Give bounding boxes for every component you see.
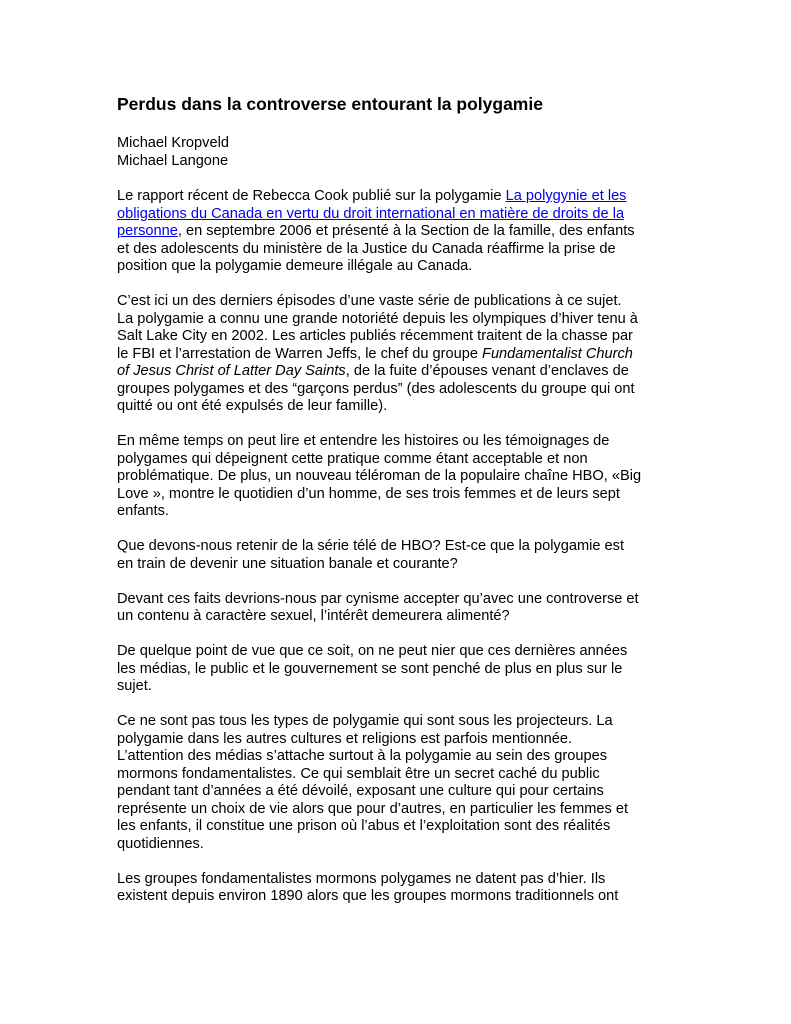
text-line: polygames qui dépeignent cette pratique comme étant acceptable et non: [117, 450, 588, 467]
text-line: Devant ces faits devrions-nous par cynisme accepter qu’avec une controverse et: [117, 590, 639, 607]
paragraph-7: [117, 713, 677, 853]
paragraph-4: [117, 538, 677, 573]
author-name: Michael Kropveld: [117, 135, 229, 151]
text-line: position que la polygamie demeure illégale au Canada.: [117, 258, 473, 274]
text-line: mormons fondamentalistes. Ce qui semblait être un secret caché du public: [117, 765, 600, 782]
report-link[interactable]: personne: [117, 223, 178, 239]
text-line: un contenu à caractère sexuel, l’intérêt demeurera alimenté?: [117, 608, 510, 624]
paragraph-2: [117, 293, 677, 416]
text-line: Ce ne sont pas tous les types de polygamie qui sont sous les projecteurs. La: [117, 713, 613, 729]
text-line: [117, 223, 677, 241]
paragraph-6: [117, 643, 677, 696]
author-name: Michael Langone: [117, 152, 229, 169]
text-line: groupes polygames et des “garçons perdus” (des adolescents du groupe qui ont: [117, 380, 635, 397]
italic-group-name: of Jesus Christ of Latter Day Saints: [117, 363, 346, 379]
text-line: En même temps on peut lire et entendre les histoires ou les témoignages de: [117, 433, 610, 449]
text-line: Que devons-nous retenir de la série télé de HBO? Est-ce que la polygamie est: [117, 538, 625, 554]
text-line: polygamie dans les autres cultures et religions est parfois mentionnée.: [117, 730, 573, 747]
text-line: L’attention des médias s’attache surtout à la polygamie au sein des groupes: [117, 748, 608, 764]
text-line: Salt Lake City en 2002. Les articles publiés récemment traitent de la chasse par: [117, 328, 633, 344]
document-title: Perdus dans la controverse entourant la polygamie: [117, 94, 543, 114]
text-line: quotidiennes.: [117, 835, 204, 852]
text-segment: , de la fuite d’épouses venant d’enclaves de: [345, 363, 629, 379]
text-line: quitté ou ont été expulsés de leur famille).: [117, 398, 388, 414]
text-line: en train de devenir une situation banale et courante?: [117, 555, 458, 572]
author-list: [117, 135, 677, 170]
paragraph-5: [117, 591, 677, 626]
text-line: Love », montre le quotidien d’un homme, de ses trois femmes et de leurs sept: [117, 485, 620, 502]
text-line: les enfants, il constitue une prison où l’abus et l’exploitation sont des réalités: [117, 818, 611, 834]
document-page: [117, 93, 677, 923]
text-line: La polygamie a connu une grande notoriété depuis les olympiques d’hiver tenu à: [117, 310, 638, 327]
text-line: sujet.: [117, 678, 152, 694]
text-line: et des adolescents du ministère de la Justice du Canada réaffirme la prise de: [117, 240, 616, 257]
text-line: [117, 346, 677, 364]
text-line: pendant tant d’années a été dévoilé, exposant une culture qui pour certains: [117, 783, 604, 799]
text-line: C’est ici un des derniers épisodes d’une vaste série de publications à ce sujet.: [117, 293, 622, 309]
italic-group-name: Fundamentalist Church: [482, 345, 633, 362]
paragraph-3: [117, 433, 677, 521]
text-line: existent depuis environ 1890 alors que les groupes mormons traditionnels ont: [117, 888, 619, 904]
text-line: représente un choix de vie alors que pour d’autres, en particulier les femmes et: [117, 800, 629, 817]
text-line: De quelque point de vue que ce soit, on ne peut nier que ces dernières années: [117, 643, 628, 659]
text-line: problématique. De plus, un nouveau téléroman de la populaire chaîne HBO, «Big: [117, 468, 642, 484]
text-line: [117, 188, 677, 206]
text-segment: le FBI et l’arrestation de Warren Jeffs, le chef du groupe: [117, 345, 483, 362]
report-link[interactable]: obligations du Canada en vertu du droit international en matière de droits de la: [117, 205, 625, 222]
text-line: enfants.: [117, 503, 169, 519]
text-segment: , en septembre 2006 et présenté à la Section de la famille, des enfants: [177, 223, 635, 239]
text-line: [117, 206, 677, 224]
text-line: les médias, le public et le gouvernement se sont penché de plus en plus sur le: [117, 660, 623, 677]
paragraph-1: [117, 188, 677, 276]
paragraph-8: [117, 871, 677, 906]
text-segment: Le rapport récent de Rebecca Cook publié sur la polygamie: [117, 188, 506, 204]
report-link[interactable]: La polygynie et les: [505, 188, 627, 204]
text-line: Les groupes fondamentalistes mormons polygames ne datent pas d’hier. Ils: [117, 870, 606, 887]
text-line: [117, 363, 677, 381]
